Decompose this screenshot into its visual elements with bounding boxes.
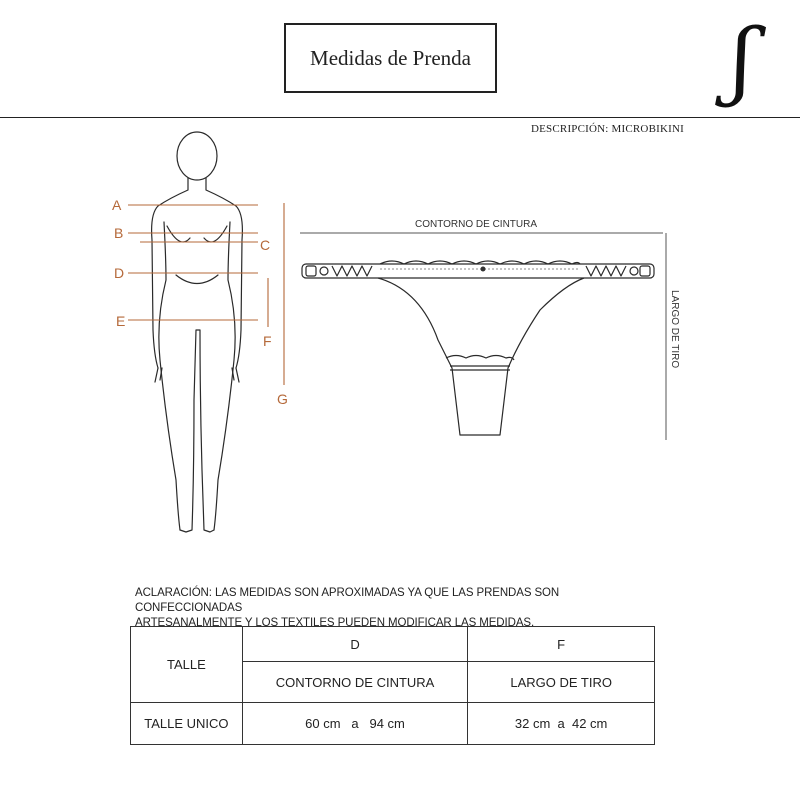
col-f-letter: F xyxy=(468,627,655,662)
col-f-name: LARGO DE TIRO xyxy=(468,662,655,703)
waist-dimension-label: CONTORNO DE CINTURA xyxy=(414,219,538,230)
left-bust-outline xyxy=(167,226,190,242)
right-bust-outline xyxy=(204,226,227,242)
script-f-monogram-icon: ʃ xyxy=(730,11,754,109)
label-e: E xyxy=(116,313,126,329)
microbikini-drawing xyxy=(300,219,680,440)
label-g: G xyxy=(277,391,288,407)
page-title: Medidas de Prenda xyxy=(310,45,471,70)
disclaimer-line-2: ARTESANALMENTE Y LOS TEXTILES PUEDEN MODIFICAR LAS MEDIDAS. xyxy=(135,617,535,629)
product-description: DESCRIPCIÓN: MICROBIKINI xyxy=(530,123,684,135)
right-ring-icon xyxy=(630,267,638,275)
row-label-talle-unico: TALLE UNICO xyxy=(131,703,243,745)
right-body-outline xyxy=(214,222,235,530)
head-outline xyxy=(177,132,217,180)
legs-inner-outline xyxy=(180,330,214,532)
label-c: C xyxy=(260,237,271,253)
talle-header-cell: TALLE xyxy=(131,627,243,703)
left-elastic-pattern xyxy=(332,266,372,276)
left-ring-icon xyxy=(320,267,328,275)
col-d-letter: D xyxy=(242,627,468,662)
col-d-name: CONTORNO DE CINTURA xyxy=(242,662,468,703)
disclaimer-line-1: ACLARACIÓN: LAS MEDIDAS SON APROXIMADAS YA QUE LAS PRENDAS SON CONFECCIONADAS xyxy=(135,587,560,614)
right-elastic-pattern xyxy=(586,266,626,276)
disclaimer-note xyxy=(135,586,655,631)
waist-curve xyxy=(176,275,218,284)
left-body-outline xyxy=(159,222,180,530)
rise-dimension-label: LARGO DE TIRO xyxy=(669,290,680,369)
label-b: B xyxy=(114,225,124,241)
front-bow-icon xyxy=(481,267,486,272)
label-a: A xyxy=(112,197,122,213)
label-d: D xyxy=(114,265,125,281)
left-adjuster-icon xyxy=(306,266,316,276)
row-f-value: 32 cm a 42 cm xyxy=(468,703,655,745)
right-adjuster-icon xyxy=(640,266,650,276)
back-lace-trim xyxy=(446,356,514,361)
row-d-value: 60 cm a 94 cm xyxy=(242,703,468,745)
body-silhouette xyxy=(152,132,243,532)
size-table xyxy=(130,626,655,745)
label-f: F xyxy=(263,333,272,349)
